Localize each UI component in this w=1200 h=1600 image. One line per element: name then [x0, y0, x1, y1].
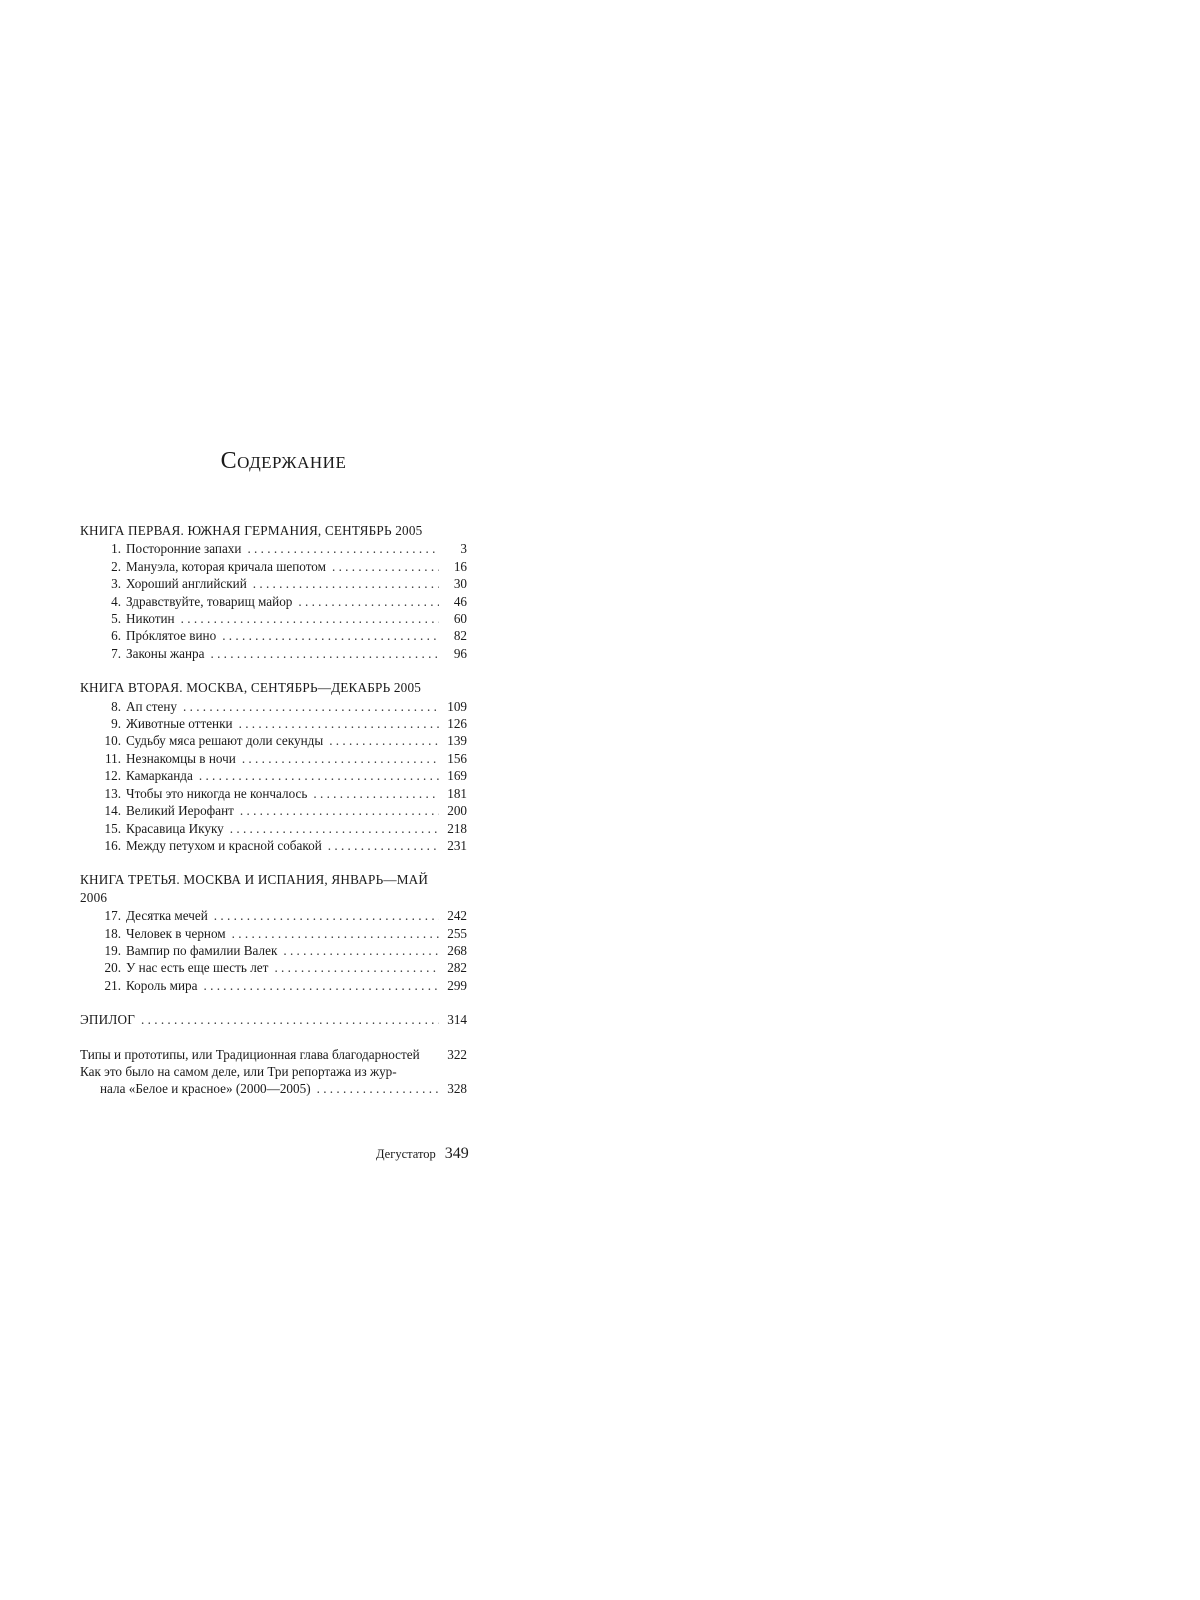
chapter-title: Судьбу мяса решают доли секунды [126, 733, 324, 749]
part-one [80, 522, 467, 662]
toc-row[interactable] [80, 802, 467, 819]
page-number: 3 [460, 541, 467, 557]
page-number: 109 [447, 698, 467, 714]
chapter-title: Человек в черном [126, 925, 226, 941]
toc-row[interactable] [80, 942, 467, 959]
epilogue-title: ЭПИЛОГ [80, 1012, 136, 1028]
chapter-title: Здравствуйте, товарищ майор [126, 593, 293, 609]
dot-leader [283, 942, 439, 959]
page-number: 200 [447, 803, 467, 819]
chapter-number: 9. [111, 716, 121, 732]
chapter-title: Мануэла, которая кричала шепотом [126, 558, 326, 574]
toc-row[interactable] [80, 540, 467, 557]
toc-row[interactable] [80, 645, 467, 662]
toc-row[interactable] [80, 977, 467, 994]
chapter-title: У нас есть еще шесть лет [126, 960, 269, 976]
chapter-number: 12. [104, 768, 121, 784]
toc-row[interactable] [80, 558, 467, 575]
dot-leader [332, 558, 439, 575]
chapter-title: Красавица Икуку [126, 820, 224, 836]
appendix-title: Типы и прототипы, или Традиционная глава благодарностей [80, 1046, 420, 1062]
toc-row[interactable] [80, 837, 467, 854]
page-number: 322 [447, 1046, 467, 1062]
page-number: 314 [447, 1012, 467, 1028]
chapter-title: Никотин [126, 611, 175, 627]
part-heading-line: 2006 [80, 889, 108, 905]
dot-leader [247, 540, 439, 557]
chapter-number: 1. [111, 541, 121, 557]
folio: 349 [444, 1145, 469, 1162]
appendix-row[interactable] [80, 1063, 467, 1098]
dot-leader [298, 593, 439, 610]
dot-leader [239, 715, 439, 732]
page-number: 169 [447, 768, 467, 784]
dot-leader [222, 627, 439, 644]
chapter-title: Прóклятое вино [126, 628, 217, 644]
page-number: 181 [447, 785, 467, 801]
page-number: 242 [447, 908, 467, 924]
toc-row[interactable] [80, 959, 467, 976]
chapter-number: 17. [104, 908, 121, 924]
chapter-number: 13. [104, 785, 121, 801]
appendix-row-continuation [80, 1080, 467, 1097]
chapter-title: Посторонние запахи [126, 541, 242, 557]
dot-leader [328, 837, 439, 854]
toc-row[interactable] [80, 732, 467, 749]
appendix-title-line: Как это было на самом деле, или Три репортажа из жур- [80, 1063, 397, 1079]
toc-row[interactable] [80, 785, 467, 802]
chapter-number: 19. [104, 942, 121, 958]
appendix-row[interactable] [80, 1046, 467, 1063]
toc-row[interactable] [80, 575, 467, 592]
dot-leader [199, 767, 439, 784]
chapter-number: 15. [104, 820, 121, 836]
chapter-title: Ап стену [126, 698, 177, 714]
toc-row[interactable] [80, 820, 467, 837]
appendix-title-line: нала «Белое и красное» (2000—2005) [100, 1081, 311, 1097]
page-number: 60 [453, 611, 467, 627]
toc-row[interactable] [80, 715, 467, 732]
part-heading: КНИГА ВТОРАЯ. МОСКВА, СЕНТЯБРЬ—ДЕКАБРЬ 2005 [80, 680, 422, 696]
page-number: 328 [447, 1081, 467, 1097]
chapter-title: Хороший английский [126, 576, 247, 592]
appendix [80, 1046, 467, 1098]
page-number: 139 [447, 733, 467, 749]
toc-row[interactable] [80, 925, 467, 942]
part-two [80, 679, 467, 854]
chapter-title: Десятка мечей [126, 908, 208, 924]
dot-leader [274, 959, 439, 976]
page-number: 96 [453, 645, 467, 661]
chapter-number: 20. [104, 960, 121, 976]
page-number: 218 [447, 820, 467, 836]
dot-leader [329, 732, 439, 749]
dot-leader [230, 820, 439, 837]
toc-row[interactable] [80, 750, 467, 767]
part-heading [80, 871, 467, 906]
dot-leader [204, 977, 440, 994]
chapter-title: Чтобы это никогда не кончалось [126, 785, 308, 801]
page-number: 231 [447, 837, 467, 853]
chapter-number: 11. [105, 750, 121, 766]
chapter-number: 16. [104, 837, 121, 853]
chapter-number: 21. [104, 977, 121, 993]
chapter-number: 4. [111, 593, 121, 609]
running-head: Дегустатор [376, 1147, 436, 1161]
dot-leader [210, 645, 439, 662]
dot-leader [183, 698, 439, 715]
toc-row[interactable] [80, 610, 467, 627]
page-number: 30 [453, 576, 467, 592]
dot-leader [242, 750, 439, 767]
page-footer [376, 1145, 476, 1163]
chapter-number: 5. [111, 611, 121, 627]
dot-leader [317, 1080, 439, 1097]
dot-leader [313, 785, 439, 802]
dot-leader [141, 1011, 439, 1028]
page-number: 282 [447, 960, 467, 976]
epilogue-row[interactable] [80, 1011, 467, 1028]
dot-leader [240, 802, 439, 819]
page-number: 255 [447, 925, 467, 941]
chapter-number: 8. [111, 698, 121, 714]
chapter-number: 7. [111, 645, 121, 661]
chapter-title: Король мира [126, 977, 198, 993]
page-number: 46 [453, 593, 467, 609]
chapter-title: Незнакомцы в ночи [126, 750, 236, 766]
page-number: 82 [453, 628, 467, 644]
part-heading-line: КНИГА ТРЕТЬЯ. МОСКВА И ИСПАНИЯ, ЯНВАРЬ—МАЙ [80, 872, 429, 888]
toc-row[interactable] [80, 698, 467, 715]
chapter-title: Законы жанра [126, 645, 205, 661]
part-three [80, 871, 467, 994]
chapter-number: 14. [104, 803, 121, 819]
chapter-title: Между петухом и красной собакой [126, 837, 322, 853]
dot-leader [253, 575, 439, 592]
chapter-number: 18. [104, 925, 121, 941]
chapter-title: Камарканда [126, 768, 193, 784]
table-of-contents [80, 522, 467, 1098]
dot-leader [181, 610, 439, 627]
part-heading: КНИГА ПЕРВАЯ. ЮЖНАЯ ГЕРМАНИЯ, СЕНТЯБРЬ 2005 [80, 523, 423, 538]
page-number: 299 [447, 977, 467, 993]
chapter-title: Вампир по фамилии Валек [126, 942, 278, 958]
page-number: 156 [447, 750, 467, 766]
page-title: Содержание [220, 448, 347, 474]
dot-leader [232, 925, 439, 942]
page-number: 126 [447, 716, 467, 732]
chapter-title: Животные оттенки [126, 716, 233, 732]
dot-leader [214, 907, 439, 924]
chapter-number: 3. [111, 576, 121, 592]
toc-row[interactable] [80, 907, 467, 924]
chapter-number: 10. [104, 733, 121, 749]
toc-row[interactable] [80, 593, 467, 610]
toc-row[interactable] [80, 767, 467, 784]
page-number: 268 [447, 942, 467, 958]
toc-row[interactable] [80, 627, 467, 644]
page-number: 16 [453, 558, 467, 574]
chapter-title: Великий Иерофант [126, 803, 234, 819]
chapter-number: 2. [111, 558, 121, 574]
chapter-number: 6. [111, 628, 121, 644]
